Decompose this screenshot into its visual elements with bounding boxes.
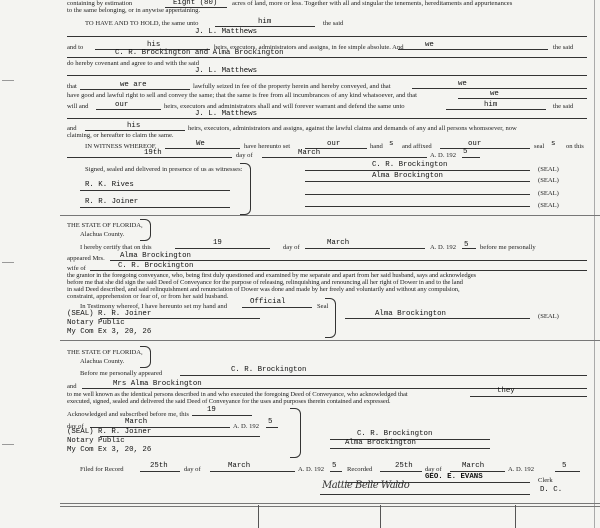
binding-mark [2,444,14,449]
witness-one: R. K. Rives [85,181,134,189]
ack2-year: 5 [268,418,273,426]
and-to-label: and to [67,44,84,51]
right-margin-line [594,0,595,528]
wife-of-label: wife of [67,265,86,272]
notary-bracket [325,298,336,338]
day-of-label: day of [425,466,442,473]
heirs-text: heirs, executors, administrators and assigns, in fee simple absolute. And [214,44,404,51]
ack-day: 19 [213,239,222,247]
acreage-value: Eight (80) [173,0,218,7]
our-value: our [327,140,341,148]
warrant-text: heirs, executors and administrators shall and will forever warrant and defend the same unto [164,103,405,110]
signing-day: 19th [144,149,162,157]
his-value: his [147,41,161,49]
we-value: We [196,140,205,148]
seal-label: seal [534,143,545,150]
grantee-name: J. L. Matthews [195,28,258,36]
filed-day: 25th [150,462,168,470]
clerk-label: Clerk [538,477,553,484]
binding-mark [2,262,14,267]
table-rule [515,505,516,528]
venue-bracket [140,219,151,241]
day-of-label: day of [67,423,84,430]
before-me-text: before me personally [480,244,536,251]
section-divider [60,506,600,507]
estimation-label: containing by estimation [67,0,133,7]
hand-plural: s [389,140,394,148]
section-divider [60,340,600,341]
notary-commission: My Com Ex 3, 20, 26 [67,328,152,336]
our-value: our [468,140,482,148]
ad-label: A. D. 192 [298,466,325,473]
before-me-text: Before me personally appeared [80,370,163,377]
table-rule [258,505,259,528]
will-and-label: will and [67,103,89,110]
county-heading: Alachua County. [80,358,125,365]
filed-month: March [228,462,251,470]
witness-bracket [240,163,251,215]
we-value: we [458,80,467,88]
ack-body-line: in said Deed described, and said relinquishment and renunciation of Dower was done and made by her freely and voluntarily and without any compulsion, [67,286,460,293]
grantee-name: J. L. Matthews [195,110,258,118]
notary-title: Notary Public [67,437,125,445]
estimation-text: acres of land, more or less. Together with all and singular the tenements, hereditaments and appurtenances [232,0,513,7]
hand-label: hand [370,143,383,150]
state-heading: THE STATE OF FLORIDA, [67,349,143,356]
binding-mark [2,80,14,85]
signed-sealed-text: Signed, sealed and delivered in presence of us as witnesses: [85,166,243,173]
notary-commission: My Com Ex 3, 20, 26 [67,446,152,454]
husband-name: C. R. Brockington [118,262,194,270]
claiming-text: claiming, or hereafter to claim the same. [67,132,174,139]
seal-label: (SEAL) [538,202,559,209]
deputy-clerk-label: D. C. [540,486,563,494]
filed-year: 5 [332,462,337,470]
covenant-text: do hereby covenant and agree to and with the said [67,60,200,67]
the-said-label: the said [323,20,344,27]
the-said-label: the said [553,44,574,51]
hereunto-text: have hereunto set [244,143,291,150]
assigns-text: heirs, executors, administrators and assigns, against the lawful claims and demands of any and all persons whomsoever, now [188,125,517,132]
ack-body-line: before me that she did sign the said Deed of Conveyance for the purpose of releasing, relinquishing and renouncing all her right of Dower in and to the land [67,279,463,286]
grantors-names: C. R. Brockington and Alma Brockington [115,49,284,57]
acknowledger-signature-two: Alma Brockington [345,439,416,447]
official-value: Official [250,298,286,306]
testimony-text: In Testimony whereof, I have hereunto set my hand and [80,303,228,310]
signing-year: 5 [463,148,468,156]
habendum-label: TO HAVE AND TO HOLD, the same unto [85,20,199,27]
venue-bracket [140,346,151,368]
day-of-label: day of [283,244,300,251]
appeared-label: appeared Mrs. [67,255,105,262]
ack2-month: March [125,418,148,426]
seized-text: lawfully seized in fee of the property herein and hereby conveyed, and that [193,83,391,90]
ack-year: 5 [464,241,469,249]
that-label: that [67,83,77,90]
affixed-text: and affixed [402,143,432,150]
on-this-label: on this [566,143,584,150]
known-text: to me well known as the identical persons described in and who executed the foregoing Deed of Conveyance, who acknowledged that [67,391,408,398]
seal-label: (SEAL) [538,177,559,184]
seal-label: (SEAL) [538,190,559,197]
good-right-text: have good and lawful right to sell and convey the same; that the same is free from all incumbrances of any kind whatsoever, and that [67,92,418,99]
signing-month: March [298,149,321,157]
seal-label: (SEAL) [538,166,559,173]
and-label: and [67,383,77,390]
seal-word: Seal [317,303,329,310]
ack-month: March [327,239,350,247]
ad-label: A. D. 192 [233,423,260,430]
we-value: we [490,90,499,98]
our-value: our [115,101,129,109]
appertaining-text: to the same belonging, or in anywise appertaining. [67,7,201,14]
acknowledger-signature-one: C. R. Brockington [357,430,433,438]
we-are-value: we are [120,81,147,89]
notary-signature: (SEAL) R. R. Joiner [67,428,152,436]
ad-label: A. D. 192 [430,152,457,159]
his-value: his [127,122,141,130]
wife-signature: Alma Brockington [375,310,446,318]
state-heading: THE STATE OF FLORIDA, [67,222,143,229]
day-of-label: day of [184,466,201,473]
we-value: we [425,41,434,49]
and-label: and [67,125,77,132]
witness-two: R. R. Joiner [85,198,139,206]
acknowledger-one: C. R. Brockington [231,366,307,374]
recorded-day: 25th [395,462,413,470]
grantor-signature-two: Alma Brockington [372,172,443,180]
notary-bracket [290,408,301,458]
acknowledger-two: Mrs Alma Brockington [113,380,202,388]
grantor-signature-one: C. R. Brockington [372,161,448,169]
recorded-year: 5 [562,462,567,470]
ack-body-line: constraint, apprehension or fear of, or from her said husband. [67,293,229,300]
recorded-month: March [462,462,485,470]
notary-title: Notary Public [67,319,125,327]
section-divider [60,215,600,216]
filed-label: Filed for Record [80,466,124,473]
habendum-value: him [258,18,272,26]
known-text: executed, signed, sealed and delivered the said Deed of Conveyance for the uses and purposes therein contained and expressed. [67,398,391,405]
they-value: they [497,387,515,395]
witness-whereof: IN WITNESS WHEREOF, [85,143,157,150]
table-rule [380,505,381,528]
grantee-name: J. L. Matthews [195,67,258,75]
deputy-clerk-signature: Mattie Belle Waldo [322,480,410,491]
subscribed-text: Acknowledged and subscribed before me, this [67,411,189,418]
wife-name: Alma Brockington [120,252,191,260]
certify-text: I hereby certify that on this [80,244,152,251]
ad-label: A. D. 192 [508,466,535,473]
ack-body-line: the grantor in the foregoing conveyance, who, being first duly questioned and examined by me separate and apart from her said husband, says and acknowledges [67,272,477,279]
ad-label: A. D. 192 [430,244,457,251]
county-heading: Alachua County. [80,231,125,238]
seal-label: (SEAL) [538,313,559,320]
day-of-label: day of [236,152,253,159]
recorded-label: Recorded [347,466,373,473]
section-divider [60,503,600,504]
him-value: him [484,101,498,109]
the-said-label: the said [553,103,574,110]
notary-signature: (SEAL) R. R. Joiner [67,310,152,318]
clerk-name: GEO. E. EVANS [425,473,483,481]
ack2-day: 19 [207,406,216,414]
seal-plural: s [551,140,556,148]
